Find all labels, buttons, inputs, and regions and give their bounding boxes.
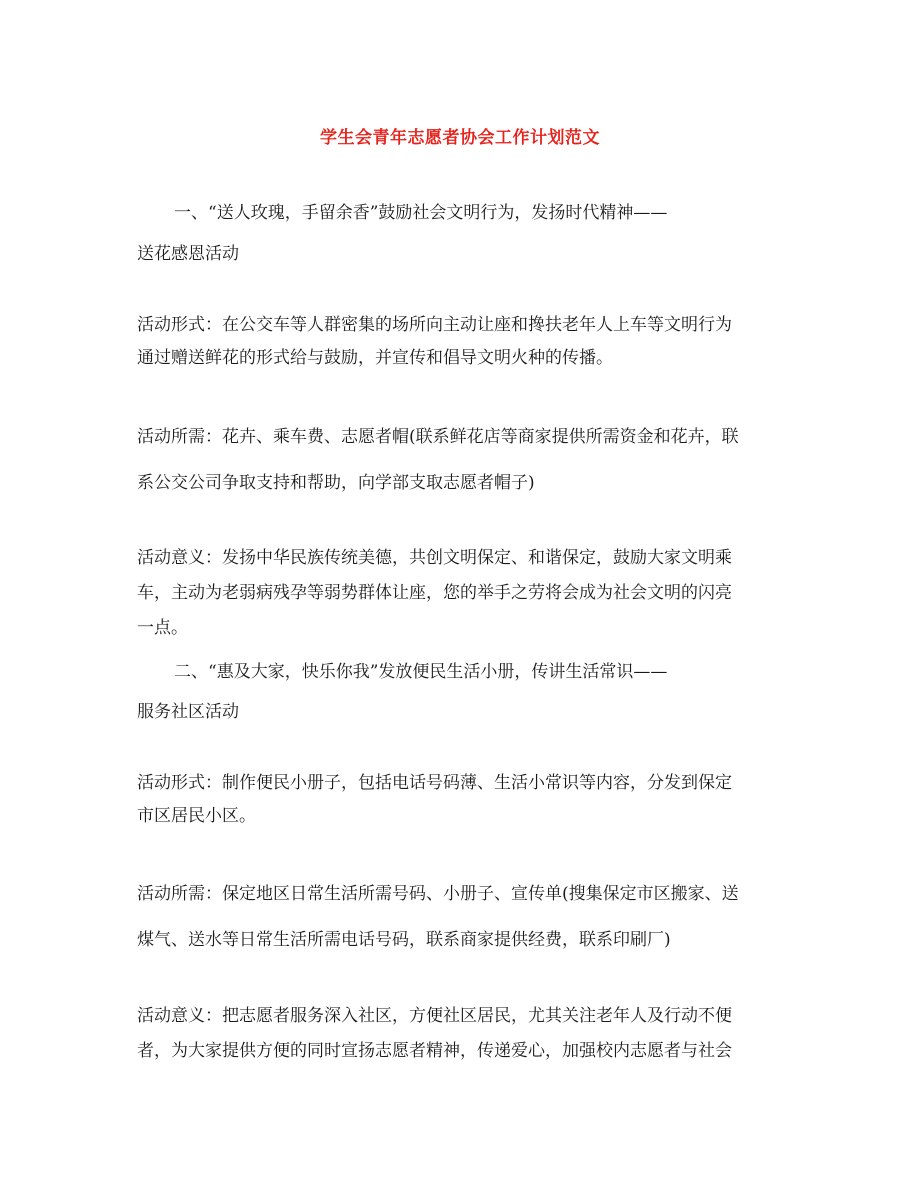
paragraph-line: 活动意义：把志愿者服务深入社区，方便社区居民，尤其关注老年人及行动不便	[137, 1006, 732, 1026]
section-heading-2-cont: 服务社区活动	[137, 702, 239, 722]
paragraph-line: 活动形式：制作便民小册子，包括电话号码薄、生活小常识等内容，分发到保定	[137, 773, 732, 793]
paragraph-line: 通过赠送鲜花的形式给与鼓励，并宣传和倡导文明火种的传播。	[137, 348, 613, 368]
paragraph-line: 活动所需：保定地区日常生活所需号码、小册子、宣传单(搜集保定市区搬家、送	[137, 884, 739, 904]
paragraph-line: 活动意义：发扬中华民族传统美德，共创文明保定、和谐保定，鼓励大家文明乘	[137, 548, 732, 568]
paragraph-line: 活动形式：在公交车等人群密集的场所向主动让座和搀扶老年人上车等文明行为	[137, 315, 732, 335]
paragraph-line: 活动所需：花卉、乘车费、志愿者帽(联系鲜花店等商家提供所需资金和花卉，联	[137, 427, 739, 447]
paragraph-line: 一点。	[137, 618, 188, 638]
paragraph-line: 市区居民小区。	[137, 806, 256, 826]
section-heading-2: 二、“惠及大家，快乐你我”发放便民生活小册，传讲生活常识——	[174, 662, 668, 682]
paragraph-line: 煤气、送水等日常生活所需电话号码，联系商家提供经费，联系印刷厂)	[137, 930, 671, 950]
paragraph-line: 者，为大家提供方便的同时宣扬志愿者精神，传递爱心，加强校内志愿者与社会	[137, 1041, 732, 1061]
section-heading-1: 一、“送人玫瑰，手留余香”鼓励社会文明行为，发扬时代精神——	[174, 203, 668, 223]
paragraph-line: 车，主动为老弱病残孕等弱势群体让座，您的举手之劳将会成为社会文明的闪亮	[137, 583, 732, 603]
document-title: 学生会青年志愿者协会工作计划范文	[320, 128, 600, 148]
paragraph-line: 系公交公司争取支持和帮助，向学部支取志愿者帽子)	[137, 473, 535, 493]
section-heading-1-cont: 送花感恩活动	[137, 244, 239, 264]
